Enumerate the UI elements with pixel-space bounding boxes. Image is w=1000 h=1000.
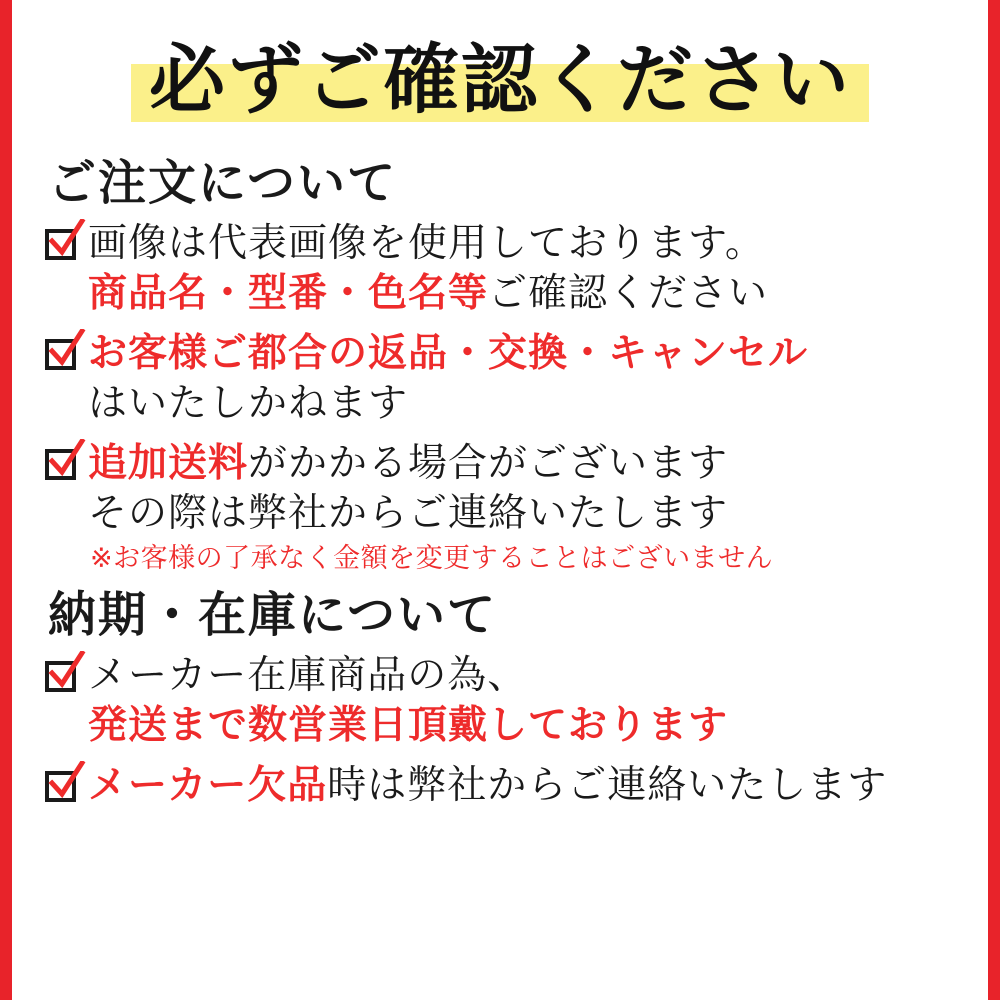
text-line: 画像は代表画像を使用しております。: [88, 221, 765, 267]
list-item: [42, 219, 988, 319]
list-item: [42, 761, 988, 811]
section-orders: [12, 156, 988, 576]
text-red: 追加送料: [88, 440, 249, 486]
section-delivery-stock: [12, 588, 988, 811]
section-heading-orders: ご注文について: [48, 155, 398, 211]
text-black: ご確認ください: [488, 271, 769, 317]
text-line: 発送まで数営業日頂戴しております: [88, 702, 729, 748]
text-line: [88, 439, 988, 489]
text-line: メーカー在庫商品の為、: [88, 652, 528, 698]
right-red-edge-bar: [988, 0, 1000, 1000]
notice-content: [12, 0, 988, 1000]
checkbox-checked-icon: [42, 335, 82, 375]
text-line: [88, 269, 988, 319]
text-red: 商品名・型番・色名等: [88, 271, 489, 317]
list-item-text: [88, 219, 988, 319]
section-heading-delivery: 納期・在庫について: [48, 586, 498, 643]
text-black: 時は弊社からご連絡いたします: [327, 762, 888, 808]
text-black: がかかる場合がございます: [248, 440, 729, 486]
page-title: [131, 34, 869, 128]
text-line: [88, 761, 988, 811]
checkbox-checked-icon: [42, 657, 82, 697]
list-item: [42, 651, 988, 751]
list-item-text: [88, 651, 988, 751]
list-item-text: [88, 439, 988, 576]
checkbox-checked-icon: [42, 445, 82, 485]
list-item-text: [88, 761, 988, 811]
text-line: その際は弊社からご連絡いたします: [88, 490, 729, 536]
text-line: はいたしかねます: [88, 380, 409, 426]
checkbox-checked-icon: [42, 225, 82, 265]
list-item: [42, 439, 988, 576]
text-red: メーカー欠品: [88, 762, 328, 808]
checkbox-checked-icon: [42, 767, 82, 807]
page-title-wrap: [12, 34, 988, 142]
list-item-text: [88, 329, 988, 429]
text-line: お客様ご都合の返品・交換・キャンセル: [88, 331, 809, 376]
page-title-text: 必ずご確認ください: [149, 35, 851, 124]
left-red-edge-bar: [0, 0, 12, 1000]
footnote: ※お客様の了承なく金額を変更することはございません: [90, 542, 774, 574]
list-item: [42, 329, 988, 429]
